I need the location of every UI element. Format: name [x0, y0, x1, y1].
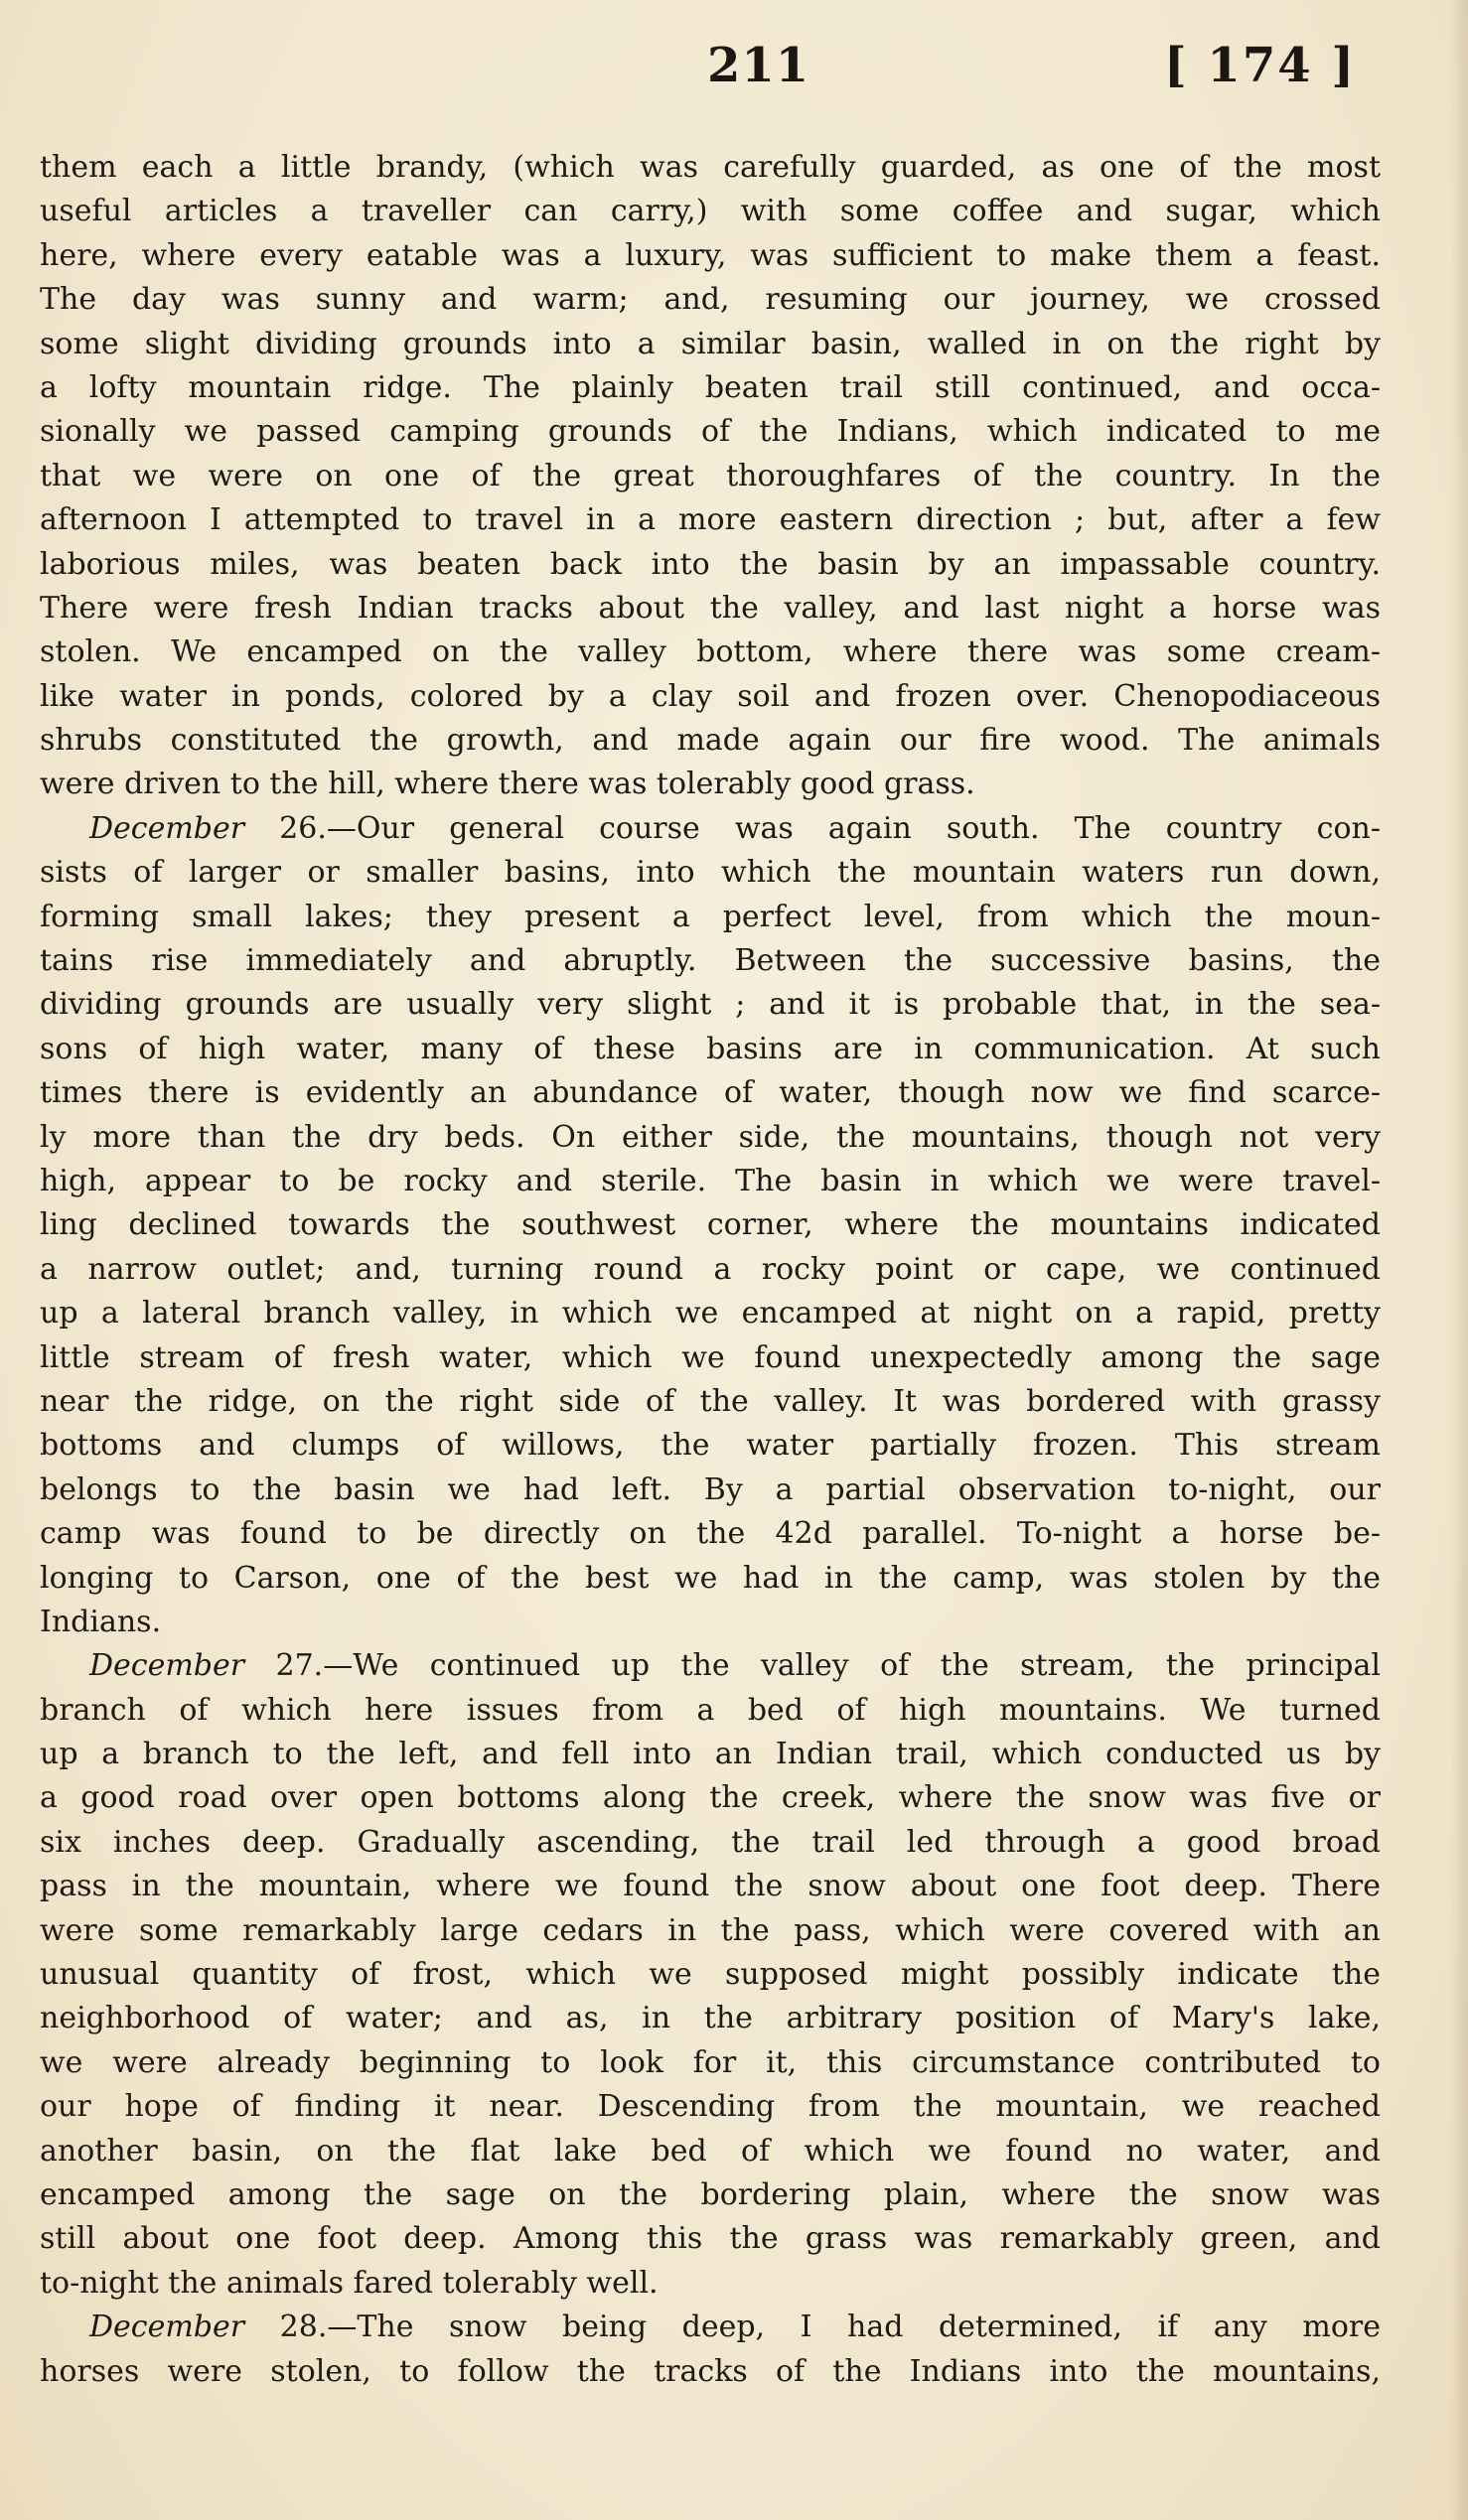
text-line: sons of high water, many of these basins are in communication. At such	[40, 1031, 1381, 1066]
text-line: like water in ponds, colored by a clay soil and frozen over. Chenopodiaceous	[40, 678, 1381, 714]
text-line: six inches deep. Gradually ascending, the trail led through a good broad	[40, 1824, 1381, 1860]
text-line: a narrow outlet; and, turning round a rocky point or cape, we continued	[40, 1251, 1381, 1287]
text-line: little stream of fresh water, which we found unexpectedly among the sage	[40, 1339, 1381, 1375]
text-line: times there is evidently an abundance of water, though now we find scarce-	[40, 1075, 1381, 1111]
text-line: some slight dividing grounds into a similar basin, walled in on the right by	[40, 326, 1381, 361]
entry-text: 26.—Our general course was again south. The country con-	[244, 810, 1381, 846]
text-line: stolen. We encamped on the valley bottom, where there was some cream-	[40, 634, 1381, 670]
text-line: here, where every eatable was a luxury, was sufficient to make them a feast.	[40, 237, 1381, 273]
text-line: them each a little brandy, (which was carefully guarded, as one of the most	[40, 150, 1381, 185]
text-line: The day was sunny and warm; and, resuming our journey, we crossed	[40, 282, 1381, 318]
text-line: unusual quantity of frost, which we supposed might possibly indicate the	[40, 1957, 1381, 1993]
text-line: we were already beginning to look for it, this circumstance contributed to	[40, 2044, 1381, 2080]
text-line: a lofty mountain ridge. The plainly beaten trail still continued, and occa-	[40, 369, 1381, 405]
text-line: dividing grounds are usually very slight ; and it is probable that, in the sea-	[40, 987, 1381, 1023]
text-line: shrubs constituted the growth, and made again our fire wood. The animals	[40, 723, 1381, 759]
text-line: afternoon I attempted to travel in a more eastern direction ; but, after a few	[40, 502, 1381, 538]
text-line: useful articles a traveller can carry,) with some coffee and sugar, which	[40, 194, 1381, 229]
text-line: ly more than the dry beds. On either side, the mountains, though not very	[40, 1119, 1381, 1155]
text-line: high, appear to be rocky and sterile. The basin in which we were travel-	[40, 1163, 1381, 1198]
text-line: laborious miles, was beaten back into the basin by an impassable country.	[40, 546, 1381, 582]
text-line: tains rise immediately and abruptly. Between the successive basins, the	[40, 943, 1381, 979]
text-line: There were fresh Indian tracks about the valley, and last night a horse was	[40, 590, 1381, 626]
text-line: to-night the animals fared tolerably well.	[40, 2265, 659, 2301]
text-line: ling declined towards the southwest corner, where the mountains indicated	[40, 1207, 1381, 1243]
text-line: forming small lakes; they present a perfect level, from which the moun-	[40, 899, 1381, 934]
entry-date: December	[89, 2310, 245, 2345]
body-text	[40, 146, 1381, 2394]
text-line: up a lateral branch valley, in which we encamped at night on a rapid, pretty	[40, 1296, 1381, 1331]
text-line: up a branch to the left, and fell into an Indian trail, which conducted us by	[40, 1737, 1381, 1772]
text-line: branch of which here issues from a bed of high mountains. We turned	[40, 1692, 1381, 1728]
text-line: bottoms and clumps of willows, the water partially frozen. This stream	[40, 1428, 1381, 1464]
dated-entry-line	[40, 2306, 1381, 2349]
text-line: our hope of finding it near. Descending from the mountain, we reached	[40, 2089, 1381, 2125]
text-line: a good road over open bottoms along the creek, where the snow was five or	[40, 1780, 1381, 1816]
text-line: were driven to the hill, where there was tolerably good grass.	[40, 767, 975, 802]
original-page-number: [ 174 ]	[1164, 38, 1357, 93]
entry-date: December	[89, 810, 245, 846]
dated-entry-line	[40, 1644, 1381, 1688]
text-line: belongs to the basin we had left. By a partial observation to-night, our	[40, 1471, 1381, 1507]
entry-text: 28.—The snow being deep, I had determined, if any more	[244, 2310, 1381, 2345]
text-line: another basin, on the flat lake bed of which we found no water, and	[40, 2133, 1381, 2169]
text-line: near the ridge, on the right side of the valley. It was bordered with grassy	[40, 1383, 1381, 1419]
text-line: neighborhood of water; and as, in the arbitrary position of Mary's lake,	[40, 2001, 1381, 2036]
text-line: sionally we passed camping grounds of the Indians, which indicated to me	[40, 414, 1381, 450]
entry-text: 27.—We continued up the valley of the stream, the principal	[244, 1648, 1381, 1684]
dated-entry-line	[40, 807, 1381, 851]
page-edge-shadow	[1450, 0, 1468, 2520]
text-line: Indians.	[40, 1604, 162, 1639]
text-line: camp was found to be directly on the 42d parallel. To-night a horse be-	[40, 1516, 1381, 1552]
running-head	[40, 38, 1428, 107]
text-line: longing to Carson, one of the best we had in the camp, was stolen by the	[40, 1560, 1381, 1596]
page-number: 211	[707, 38, 810, 93]
text-line: sists of larger or smaller basins, into which the mountain waters run down,	[40, 855, 1381, 891]
text-line: that we were on one of the great thoroughfares of the country. In the	[40, 458, 1381, 493]
text-line: still about one foot deep. Among this the grass was remarkably green, and	[40, 2221, 1381, 2257]
entry-date: December	[89, 1648, 245, 1684]
text-line: were some remarkably large cedars in the pass, which were covered with an	[40, 1912, 1381, 1948]
text-line: encamped among the sage on the bordering plain, where the snow was	[40, 2176, 1381, 2212]
text-line: pass in the mountain, where we found the snow about one foot deep. There	[40, 1869, 1381, 1904]
text-line: horses were stolen, to follow the tracks of the Indians into the mountains,	[40, 2353, 1381, 2389]
